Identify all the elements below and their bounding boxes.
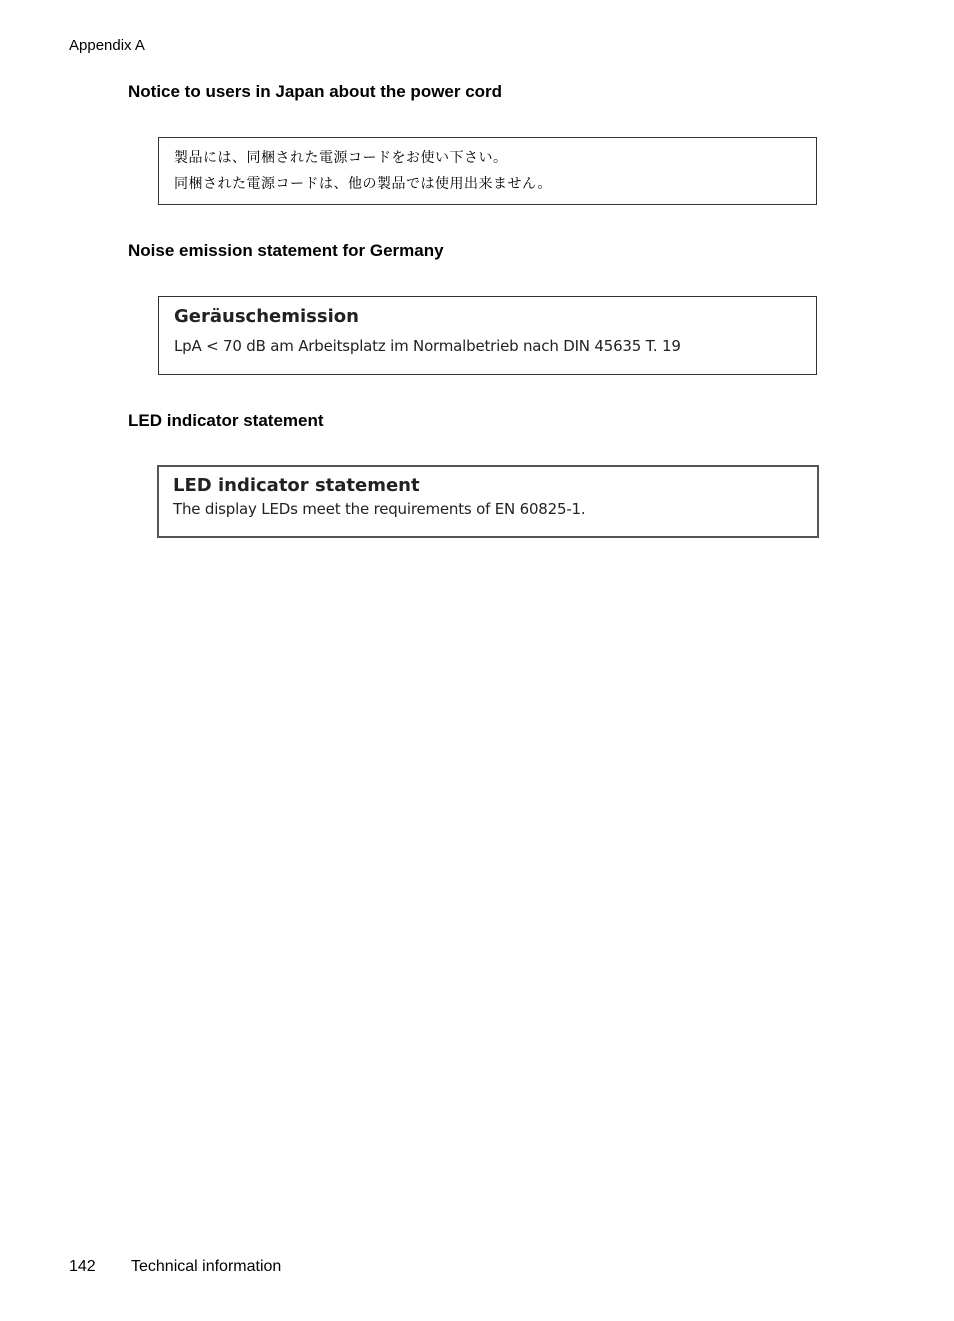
led-indicator-heading: LED indicator statement xyxy=(128,411,324,430)
japan-notice-box xyxy=(158,137,817,205)
led-indicator-box xyxy=(157,465,819,538)
noise-emission-box-title: Geräuschemission xyxy=(174,306,359,327)
noise-emission-box-text: LpA < 70 dB am Arbeitsplatz im Normalbetrieb nach DIN 45635 T. 19 xyxy=(174,337,681,355)
led-indicator-box-text: The display LEDs meet the requirements of EN 60825-1. xyxy=(173,500,586,518)
japan-notice-line: 同梱された電源コードは、他の製品では使用出来ません。 xyxy=(174,176,552,192)
japan-notice-line: 製品には、同梱された電源コードをお使い下さい。 xyxy=(174,150,508,166)
running-header: Appendix A xyxy=(69,37,145,54)
page-number: 142 xyxy=(69,1258,96,1275)
japan-power-cord-heading: Notice to users in Japan about the power cord xyxy=(128,82,503,101)
footer-section-title: Technical information xyxy=(131,1258,282,1275)
noise-emission-box xyxy=(158,296,817,375)
led-indicator-box-title: LED indicator statement xyxy=(173,475,420,496)
noise-emission-heading: Noise emission statement for Germany xyxy=(128,241,444,260)
